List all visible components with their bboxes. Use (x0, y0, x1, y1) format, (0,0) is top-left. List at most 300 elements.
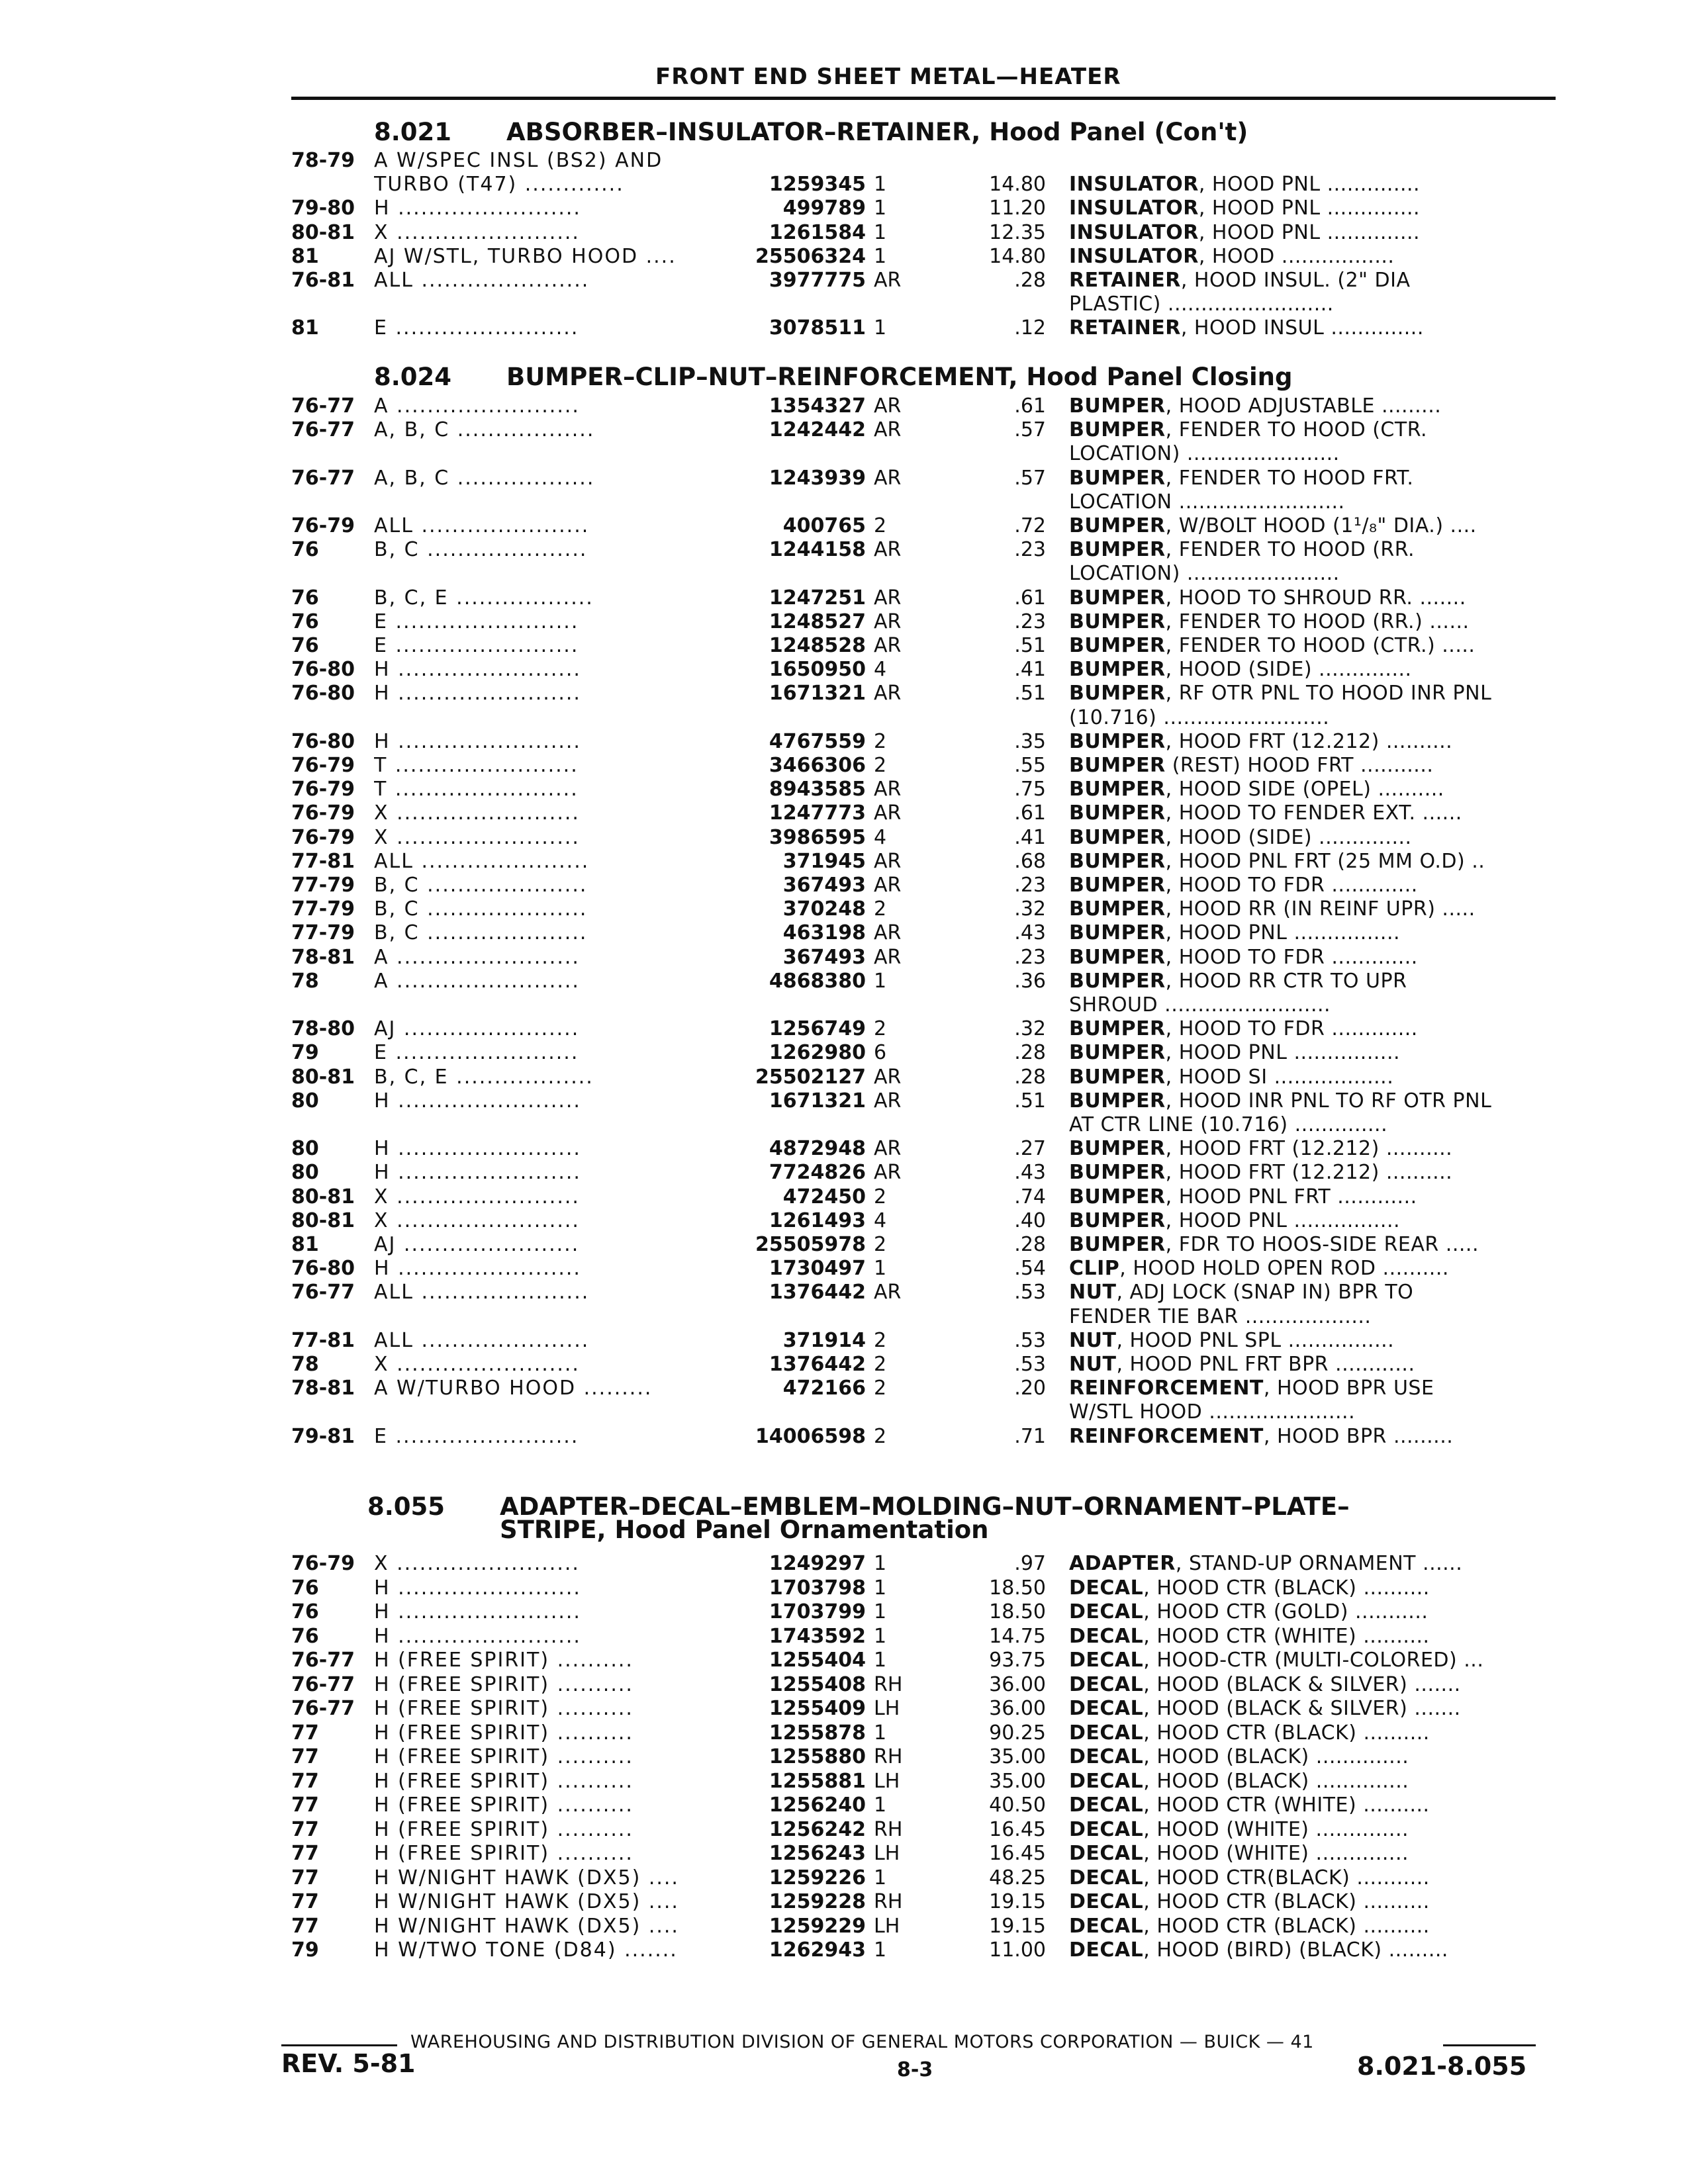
price: 18.50 (989, 1600, 1046, 1623)
quantity: 1 (874, 1257, 887, 1281)
price: .27 (1014, 1137, 1046, 1161)
part-number: 1247251 (769, 586, 866, 610)
part-number: 25505978 (755, 1233, 866, 1256)
part-description: BUMPER, HOOD RR (IN REINF UPR) ..... (1069, 897, 1476, 921)
model-year: 76 (291, 1624, 319, 1648)
model-applicability: X ........................ (374, 1208, 580, 1232)
model-applicability: T ........................ (374, 754, 579, 777)
price: .20 (1014, 1377, 1046, 1400)
model-applicability: H ........................ (374, 1137, 581, 1161)
part-description: DECAL, HOOD CTR (BLACK) .......... (1069, 1914, 1430, 1938)
model-applicability: B, C ..................... (374, 897, 588, 921)
part-number: 1259228 (769, 1890, 866, 1913)
price: .28 (1014, 1041, 1046, 1065)
quantity: 1 (874, 1938, 887, 1962)
part-number: 1255404 (769, 1649, 866, 1672)
price: .41 (1014, 825, 1046, 849)
parts-row (0, 1400, 1688, 1424)
model-applicability: H W/TWO TONE (D84) ....... (374, 1938, 678, 1962)
parts-row (0, 316, 1688, 340)
quantity: 2 (874, 729, 887, 753)
model-year: 80 (291, 1089, 319, 1113)
price: .68 (1014, 849, 1046, 873)
section-title: ADAPTER–DECAL–EMBLEM–MOLDING–NUT–ORNAMENT–PLATE– (500, 1492, 1350, 1521)
model-year: 76-79 (291, 514, 355, 537)
footer-divider-left (281, 2044, 397, 2046)
parts-row (0, 418, 1688, 442)
price: 90.25 (989, 1721, 1046, 1745)
section-heading (374, 363, 1292, 391)
parts-row (0, 1257, 1688, 1281)
section-title: BUMPER–CLIP–NUT–REINFORCEMENT, Hood Panel Closing (506, 363, 1293, 391)
model-applicability: B, C, E .................. (374, 586, 594, 610)
part-description: INSULATOR, HOOD PNL .............. (1069, 220, 1421, 244)
price: 36.00 (989, 1672, 1046, 1696)
part-number: 3078511 (769, 316, 866, 340)
price: .72 (1014, 514, 1046, 537)
parts-row (0, 874, 1688, 897)
part-number: 1255409 (769, 1697, 866, 1720)
footer-divider-right (1443, 2044, 1536, 2046)
part-number: 1261584 (769, 220, 866, 244)
quantity: AR (874, 1089, 902, 1113)
part-description: DECAL, HOOD-CTR (MULTI-COLORED) ... (1069, 1649, 1484, 1672)
model-applicability: B, C ..................... (374, 874, 588, 897)
parts-row (0, 658, 1688, 682)
parts-row (0, 1041, 1688, 1065)
model-year: 79 (291, 1041, 319, 1065)
part-number: 1248528 (769, 634, 866, 657)
model-applicability: ALL ...................... (374, 514, 590, 537)
quantity: AR (874, 682, 902, 705)
part-number: 1255881 (769, 1769, 866, 1793)
part-description: BUMPER, HOOD FRT (12.212) .......... (1069, 729, 1453, 753)
price: .35 (1014, 729, 1046, 753)
part-number: 367493 (782, 874, 866, 897)
price: 12.35 (989, 220, 1046, 244)
parts-row (0, 1745, 1688, 1769)
price: .57 (1014, 418, 1046, 442)
model-year: 76-80 (291, 1257, 355, 1281)
quantity: 2 (874, 1328, 887, 1352)
part-description: BUMPER, FENDER TO HOOD FRT. (1069, 466, 1414, 490)
part-description: BUMPER, HOOD (SIDE) .............. (1069, 658, 1412, 682)
part-description: DECAL, HOOD CTR (BLACK) .......... (1069, 1890, 1430, 1913)
model-year: 77-79 (291, 897, 355, 921)
part-number: 1259229 (769, 1914, 866, 1938)
page-header-title: FRONT END SHEET METAL—HEATER (655, 64, 1121, 90)
part-number: 1376442 (769, 1353, 866, 1376)
model-year: 77 (291, 1769, 319, 1793)
model-year: 78-80 (291, 1017, 355, 1041)
parts-row (0, 1576, 1688, 1600)
part-number: 463198 (782, 921, 866, 945)
model-year: 80-81 (291, 1185, 355, 1208)
parts-row (0, 1649, 1688, 1672)
price: .74 (1014, 1185, 1046, 1208)
parts-row (0, 467, 1688, 490)
price: 35.00 (989, 1745, 1046, 1768)
parts-row (0, 1353, 1688, 1377)
model-year: 80 (291, 1161, 319, 1185)
price: .40 (1014, 1208, 1046, 1232)
part-description: (10.716) ......................... (1069, 705, 1330, 729)
part-description: DECAL, HOOD CTR (GOLD) ........... (1069, 1600, 1429, 1623)
quantity: AR (874, 418, 902, 442)
part-description: LOCATION ......................... (1069, 490, 1345, 514)
section-title: ABSORBER–INSULATOR–RETAINER, Hood Panel (Con't) (506, 118, 1248, 146)
quantity: LH (874, 1769, 900, 1793)
model-year: 76 (291, 1600, 319, 1623)
price: 35.00 (989, 1769, 1046, 1793)
model-applicability: E ........................ (374, 316, 579, 340)
parts-row (0, 1938, 1688, 1962)
model-year: 78-81 (291, 945, 355, 969)
parts-row (0, 1625, 1688, 1649)
model-applicability: X ........................ (374, 1353, 580, 1376)
part-description: REINFORCEMENT, HOOD BPR ......... (1069, 1424, 1454, 1448)
part-description: BUMPER, FENDER TO HOOD (RR. (1069, 538, 1415, 562)
parts-row (0, 610, 1688, 634)
model-applicability: H (FREE SPIRIT) .......... (374, 1745, 633, 1768)
part-description: DECAL, HOOD CTR (BLACK) .......... (1069, 1576, 1430, 1600)
parts-row (0, 149, 1688, 173)
part-number: 1743592 (769, 1624, 866, 1648)
model-year: 76-81 (291, 269, 355, 292)
part-description: NUT, HOOD PNL FRT BPR ............ (1069, 1353, 1415, 1376)
model-applicability: X ........................ (374, 1552, 580, 1575)
part-number: 1243939 (769, 466, 866, 490)
quantity: 1 (874, 1600, 887, 1623)
price: .61 (1014, 394, 1046, 418)
parts-row (0, 586, 1688, 610)
model-year: 80-81 (291, 1065, 355, 1089)
price: .43 (1014, 921, 1046, 945)
part-number: 1242442 (769, 418, 866, 442)
parts-row (0, 1425, 1688, 1449)
price: 11.00 (989, 1938, 1046, 1962)
model-year: 78 (291, 1353, 319, 1376)
quantity: 2 (874, 514, 887, 537)
model-year: 77 (291, 1890, 319, 1913)
parts-row (0, 1089, 1688, 1113)
quantity: 2 (874, 897, 887, 921)
quantity: RH (874, 1672, 903, 1696)
price: 14.75 (989, 1624, 1046, 1648)
part-description: BUMPER, HOOD FRT (12.212) .......... (1069, 1161, 1453, 1185)
quantity: 1 (874, 1866, 887, 1889)
price: .23 (1014, 610, 1046, 633)
quantity: AR (874, 921, 902, 945)
price: .36 (1014, 969, 1046, 993)
model-applicability: AJ ....................... (374, 1233, 580, 1256)
price: .23 (1014, 538, 1046, 562)
part-number: 1671321 (769, 1089, 866, 1113)
model-applicability: A, B, C .................. (374, 418, 595, 442)
part-description: NUT, ADJ LOCK (SNAP IN) BPR TO (1069, 1281, 1414, 1304)
quantity: 1 (874, 220, 887, 244)
quantity: AR (874, 801, 902, 825)
part-number: 1259345 (769, 173, 866, 197)
parts-row (0, 993, 1688, 1017)
model-applicability: E ........................ (374, 1424, 579, 1448)
model-year: 79-81 (291, 1424, 355, 1448)
model-year: 78-81 (291, 1377, 355, 1400)
part-description: DECAL, HOOD (BLACK & SILVER) ....... (1069, 1697, 1461, 1720)
quantity: 4 (874, 658, 887, 682)
model-applicability: H W/NIGHT HAWK (DX5) .... (374, 1914, 679, 1938)
price: 16.45 (989, 1817, 1046, 1841)
price: 18.50 (989, 1576, 1046, 1600)
parts-row (0, 1113, 1688, 1137)
parts-row (0, 245, 1688, 269)
model-year: 76-79 (291, 778, 355, 801)
parts-row (0, 269, 1688, 293)
model-year: 78-79 (291, 149, 355, 172)
quantity: 2 (874, 754, 887, 777)
parts-row (0, 1066, 1688, 1089)
part-number: 4767559 (769, 729, 866, 753)
quantity: 2 (874, 1017, 887, 1041)
part-description: REINFORCEMENT, HOOD BPR USE (1069, 1377, 1434, 1400)
part-number: 1262943 (769, 1938, 866, 1962)
model-applicability: H (FREE SPIRIT) .......... (374, 1697, 633, 1720)
part-number: 1255408 (769, 1672, 866, 1696)
part-number: 1671321 (769, 682, 866, 705)
quantity: 1 (874, 173, 887, 197)
part-description: DECAL, HOOD CTR (WHITE) .......... (1069, 1624, 1430, 1648)
model-applicability: H (FREE SPIRIT) .......... (374, 1794, 633, 1817)
quantity: 1 (874, 244, 887, 268)
part-description: RETAINER, HOOD INSUL .............. (1069, 316, 1424, 340)
price: .53 (1014, 1353, 1046, 1376)
model-year: 76-79 (291, 754, 355, 777)
parts-row (0, 1842, 1688, 1866)
part-description: AT CTR LINE (10.716) .............. (1069, 1113, 1388, 1136)
parts-row (0, 514, 1688, 538)
model-applicability: H ........................ (374, 1576, 581, 1600)
quantity: AR (874, 1137, 902, 1161)
model-year: 76-77 (291, 1672, 355, 1696)
model-applicability: ALL ...................... (374, 1281, 590, 1304)
price: .53 (1014, 1281, 1046, 1304)
quantity: 2 (874, 1353, 887, 1376)
part-number: 1256749 (769, 1017, 866, 1041)
part-number: 3466306 (769, 754, 866, 777)
part-number: 4868380 (769, 969, 866, 993)
quantity: 6 (874, 1041, 887, 1065)
part-description: BUMPER, HOOD (SIDE) .............. (1069, 825, 1412, 849)
parts-row (0, 1600, 1688, 1624)
model-applicability: AJ ....................... (374, 1017, 580, 1041)
price: .32 (1014, 1017, 1046, 1041)
quantity: LH (874, 1842, 900, 1865)
part-description: INSULATOR, HOOD ................. (1069, 244, 1395, 268)
section-heading (374, 118, 1248, 146)
quantity: 2 (874, 1233, 887, 1256)
header-divider (291, 97, 1556, 100)
parts-row (0, 1281, 1688, 1304)
model-year: 77 (291, 1817, 319, 1841)
part-description: DECAL, HOOD (BLACK & SILVER) ....... (1069, 1672, 1461, 1696)
part-description: SHROUD ......................... (1069, 993, 1331, 1017)
part-number: 25506324 (755, 244, 866, 268)
price: .12 (1014, 316, 1046, 340)
part-description: BUMPER, HOOD PNL ................ (1069, 1208, 1401, 1232)
quantity: 1 (874, 197, 887, 220)
parts-row (0, 1305, 1688, 1329)
part-description: BUMPER, HOOD SIDE (OPEL) .......... (1069, 778, 1444, 801)
quantity: AR (874, 945, 902, 969)
quantity: 1 (874, 316, 887, 340)
part-description: LOCATION) ....................... (1069, 442, 1340, 466)
part-number: 3986595 (769, 825, 866, 849)
part-description: BUMPER, HOOD RR CTR TO UPR (1069, 969, 1407, 993)
part-number: 1256243 (769, 1842, 866, 1865)
model-applicability: H ........................ (374, 1161, 581, 1185)
quantity: AR (874, 466, 902, 490)
quantity: 1 (874, 1552, 887, 1575)
price: .71 (1014, 1424, 1046, 1448)
price: 14.80 (989, 244, 1046, 268)
price: .43 (1014, 1161, 1046, 1185)
part-description: DECAL, HOOD CTR (WHITE) .......... (1069, 1794, 1430, 1817)
price: .61 (1014, 586, 1046, 610)
part-number: 1354327 (769, 394, 866, 418)
model-applicability: A, B, C .................. (374, 466, 595, 490)
price: .23 (1014, 874, 1046, 897)
part-number: 370248 (782, 897, 866, 921)
model-year: 81 (291, 244, 319, 268)
quantity: 1 (874, 1721, 887, 1745)
quantity: AR (874, 269, 902, 292)
price: 19.15 (989, 1914, 1046, 1938)
part-description: BUMPER (REST) HOOD FRT ........... (1069, 754, 1434, 777)
price: 36.00 (989, 1697, 1046, 1720)
part-number: 367493 (782, 945, 866, 969)
footer-revision: REV. 5-81 (281, 2049, 416, 2078)
model-year: 77-81 (291, 1328, 355, 1352)
parts-row (0, 293, 1688, 316)
quantity: AR (874, 874, 902, 897)
part-number: 1259226 (769, 1866, 866, 1889)
model-year: 76 (291, 634, 319, 657)
part-description: BUMPER, FDR TO HOOS-SIDE REAR ..... (1069, 1233, 1479, 1256)
part-number: 25502127 (755, 1065, 866, 1089)
parts-row (0, 562, 1688, 586)
part-number: 472166 (782, 1377, 866, 1400)
part-description: DECAL, HOOD CTR (BLACK) .......... (1069, 1721, 1430, 1745)
model-applicability: AJ W/STL, TURBO HOOD .... (374, 244, 677, 268)
part-number: 1256240 (769, 1794, 866, 1817)
part-description: ADAPTER, STAND-UP ORNAMENT ...... (1069, 1552, 1463, 1575)
model-year: 76-77 (291, 1649, 355, 1672)
model-year: 77 (291, 1794, 319, 1817)
quantity: RH (874, 1890, 903, 1913)
part-description: NUT, HOOD PNL SPL ................ (1069, 1328, 1395, 1352)
quantity: AR (874, 849, 902, 873)
model-applicability: ALL ...................... (374, 269, 590, 292)
part-number: 371945 (782, 849, 866, 873)
model-year: 76-77 (291, 466, 355, 490)
model-applicability: H (FREE SPIRIT) .......... (374, 1769, 633, 1793)
model-year: 76-79 (291, 1552, 355, 1575)
model-year: 77-79 (291, 921, 355, 945)
model-applicability: X ........................ (374, 220, 580, 244)
part-description: BUMPER, HOOD TO FENDER EXT. ...... (1069, 801, 1462, 825)
quantity: AR (874, 610, 902, 633)
part-description: BUMPER, HOOD SI .................. (1069, 1065, 1394, 1089)
part-description: BUMPER, FENDER TO HOOD (CTR.) ..... (1069, 634, 1476, 657)
part-number: 1262980 (769, 1041, 866, 1065)
section-number: 8.055 (367, 1492, 445, 1521)
parts-row (0, 490, 1688, 514)
part-description: LOCATION) ....................... (1069, 562, 1340, 586)
model-year: 76-77 (291, 1281, 355, 1304)
price: 93.75 (989, 1649, 1046, 1672)
price: .54 (1014, 1257, 1046, 1281)
model-year: 76 (291, 1576, 319, 1600)
price: .51 (1014, 682, 1046, 705)
part-number: 1730497 (769, 1257, 866, 1281)
model-applicability: H (FREE SPIRIT) .......... (374, 1672, 633, 1696)
model-year: 78 (291, 969, 319, 993)
quantity: AR (874, 1161, 902, 1185)
model-year: 77 (291, 1914, 319, 1938)
parts-row (0, 778, 1688, 801)
part-number: 1244158 (769, 538, 866, 562)
model-year: 76-80 (291, 682, 355, 705)
model-year: 79-80 (291, 197, 355, 220)
model-applicability: A W/TURBO HOOD ......... (374, 1377, 653, 1400)
model-applicability: A ........................ (374, 394, 580, 418)
quantity: AR (874, 1281, 902, 1304)
part-description: PLASTIC) ......................... (1069, 293, 1334, 316)
quantity: 1 (874, 1649, 887, 1672)
parts-row (0, 1137, 1688, 1161)
parts-row (0, 1233, 1688, 1257)
model-applicability: ALL ...................... (374, 849, 590, 873)
model-year: 81 (291, 1233, 319, 1256)
price: 14.80 (989, 173, 1046, 197)
model-applicability: A W/SPEC INSL (BS2) AND (374, 149, 663, 172)
part-description: DECAL, HOOD (BIRD) (BLACK) ......... (1069, 1938, 1448, 1962)
parts-row (0, 706, 1688, 730)
model-applicability: H ........................ (374, 1089, 581, 1113)
model-year: 80-81 (291, 1208, 355, 1232)
model-applicability: B, C ..................... (374, 538, 588, 562)
quantity: AR (874, 586, 902, 610)
price: .28 (1014, 269, 1046, 292)
quantity: AR (874, 1065, 902, 1089)
part-description: BUMPER, W/BOLT HOOD (1¹/₈" DIA.) .... (1069, 514, 1477, 537)
parts-row (0, 1377, 1688, 1400)
parts-row (0, 970, 1688, 993)
quantity: LH (874, 1914, 900, 1938)
quantity: RH (874, 1745, 903, 1768)
part-number: 1650950 (769, 658, 866, 682)
part-description: BUMPER, HOOD TO FDR ............. (1069, 1017, 1418, 1041)
model-year: 76-77 (291, 418, 355, 442)
model-applicability: TURBO (T47) ............. (374, 173, 624, 197)
model-year: 76 (291, 586, 319, 610)
parts-row (0, 173, 1688, 197)
part-number: 8943585 (769, 778, 866, 801)
parts-row (0, 1552, 1688, 1576)
section-number: 8.021 (374, 118, 452, 146)
quantity: 2 (874, 1185, 887, 1208)
parts-row (0, 1161, 1688, 1185)
